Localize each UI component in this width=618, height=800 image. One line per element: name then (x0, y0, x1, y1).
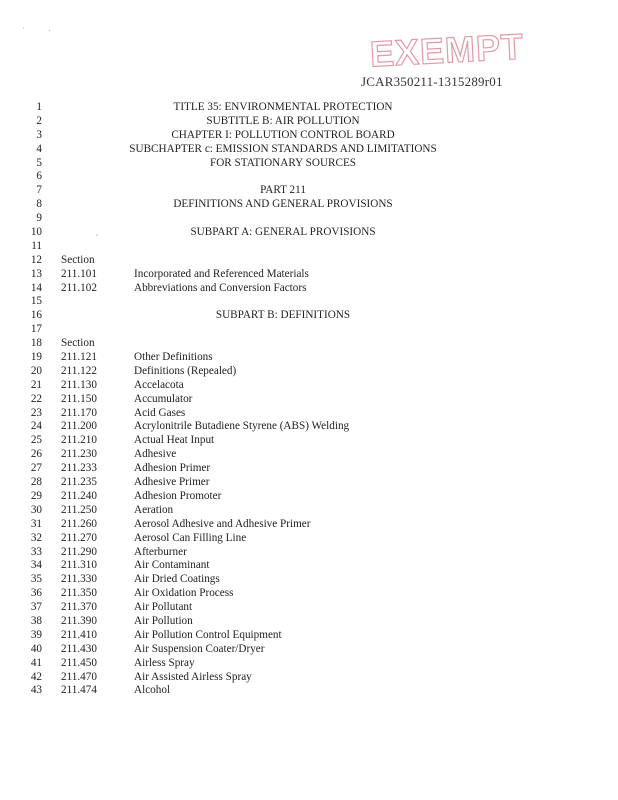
section-number: 211.410 (61, 628, 97, 641)
heading-text: FOR STATIONARY SOURCES (209, 156, 357, 169)
document-line (0, 351, 618, 365)
line-number: 6 (36, 170, 42, 183)
document-line (0, 629, 618, 643)
section-number: 211.390 (61, 614, 97, 627)
heading-text: SUBPART B: DEFINITIONS (215, 309, 351, 322)
document-line (0, 671, 618, 685)
section-title: Airless Spray (134, 656, 195, 669)
section-title: Abbreviations and Conversion Factors (134, 281, 307, 294)
document-line (0, 476, 618, 490)
document-line (0, 226, 618, 240)
section-number: 211.233 (61, 462, 97, 475)
section-number: 211.240 (61, 489, 97, 502)
section-title: Alcohol (134, 684, 171, 697)
document-line (0, 323, 618, 337)
document-line (0, 490, 618, 504)
document-line (0, 407, 618, 421)
section-title: Air Dried Coatings (134, 573, 220, 586)
heading-text: DEFINITIONS AND GENERAL PROVISIONS (173, 198, 393, 211)
section-number: Section (61, 253, 95, 266)
section-title: Acid Gases (134, 406, 186, 419)
heading-text: SUBCHAPTER c: EMISSION STANDARDS AND LIMITATIONS (129, 142, 437, 155)
document-line (0, 434, 618, 448)
line-number: 19 (30, 351, 42, 364)
section-title: Adhesive (134, 448, 177, 461)
line-number: 35 (30, 573, 42, 586)
section-title: Air Pollutant (134, 601, 193, 614)
line-number: 36 (30, 587, 42, 600)
heading-text: SUBPART A: GENERAL PROVISIONS (190, 226, 376, 239)
line-number: 10 (30, 226, 42, 239)
document-line (0, 295, 618, 309)
section-title: Adhesion Primer (134, 462, 211, 475)
document-line (0, 379, 618, 393)
line-number: 34 (30, 559, 42, 572)
section-number: Section (61, 337, 95, 350)
document-line (0, 393, 618, 407)
section-title: Incorporated and Referenced Materials (134, 267, 309, 280)
line-number: 24 (30, 420, 42, 433)
section-title: Aerosol Adhesive and Adhesive Primer (134, 517, 311, 530)
document-line (0, 462, 618, 476)
line-number: 30 (30, 503, 42, 516)
section-number: 211.270 (61, 531, 97, 544)
section-number: 211.122 (61, 364, 97, 377)
section-number: 211.260 (61, 517, 97, 530)
section-number: 211.430 (61, 642, 97, 655)
section-title: Actual Heat Input (134, 434, 215, 447)
section-number: 211.470 (61, 670, 97, 683)
line-number: 42 (30, 670, 42, 683)
section-number: 211.101 (61, 267, 97, 280)
document-line (0, 504, 618, 518)
section-number: 211.330 (61, 573, 97, 586)
section-number: 211.200 (61, 420, 97, 433)
line-number: 22 (30, 392, 42, 405)
line-number: 43 (30, 684, 42, 697)
line-number: 5 (36, 156, 42, 169)
line-number: 27 (30, 462, 42, 475)
document-line (0, 115, 618, 129)
line-number: 26 (30, 448, 42, 461)
document-line (0, 448, 618, 462)
line-number: 8 (36, 198, 42, 211)
document-line (0, 129, 618, 143)
exempt-stamp: EXEMPT (368, 25, 525, 75)
line-number: 15 (30, 295, 42, 308)
line-number: 31 (30, 517, 42, 530)
section-title: Accumulator (134, 392, 193, 405)
line-number: 40 (30, 642, 42, 655)
document-line (0, 184, 618, 198)
line-number: 25 (30, 434, 42, 447)
heading-text: TITLE 35: ENVIRONMENTAL PROTECTION (173, 101, 393, 113)
line-number: 29 (30, 489, 42, 502)
document-line (0, 198, 618, 212)
document-line (0, 546, 618, 560)
document-line (0, 254, 618, 268)
section-number: 211.121 (61, 351, 97, 364)
document-id: JCAR350211-1315289r01 (361, 74, 503, 89)
section-number: 211.370 (61, 601, 97, 614)
section-number: 211.230 (61, 448, 97, 461)
section-title: Definitions (Repealed) (134, 364, 237, 377)
document-line (0, 657, 618, 671)
section-title: Afterburner (134, 545, 187, 558)
section-number: 211.350 (61, 587, 97, 600)
line-number: 7 (36, 184, 42, 197)
section-title: Air Contaminant (134, 559, 210, 572)
document-line (0, 309, 618, 323)
section-title: Air Assisted Airless Spray (134, 670, 252, 683)
document-line (0, 684, 618, 698)
line-number: 3 (36, 128, 42, 141)
section-title: Air Pollution (134, 614, 193, 627)
document-line (0, 268, 618, 282)
document-line (0, 157, 618, 171)
line-number: 41 (30, 656, 42, 669)
document-line (0, 170, 618, 184)
section-number: 211.450 (61, 656, 97, 669)
section-title: Air Oxidation Process (134, 587, 234, 600)
section-number: 211.290 (61, 545, 97, 558)
document-line (0, 532, 618, 546)
document-line (0, 643, 618, 657)
document-line (0, 212, 618, 226)
document-line (0, 282, 618, 296)
line-number: 4 (36, 142, 42, 155)
line-number: 9 (36, 212, 42, 225)
line-number: 23 (30, 406, 42, 419)
line-number: 28 (30, 476, 42, 489)
document-line (0, 365, 618, 379)
document-line (0, 559, 618, 573)
heading-text: SUBTITLE B: AIR POLLUTION (206, 114, 360, 127)
document-line (0, 601, 618, 615)
section-title: Adhesive Primer (134, 476, 210, 489)
line-number: 14 (30, 281, 42, 294)
section-title: Aerosol Can Filling Line (134, 531, 247, 544)
heading-text: CHAPTER I: POLLUTION CONTROL BOARD (171, 128, 395, 141)
scan-specks: · . (22, 24, 51, 33)
document-line (0, 615, 618, 629)
section-number: 211.130 (61, 378, 97, 391)
section-number: 211.310 (61, 559, 97, 572)
section-number: 211.250 (61, 503, 97, 516)
line-number: 11 (31, 239, 42, 252)
line-number: 1 (36, 101, 42, 113)
line-number: 18 (30, 337, 42, 350)
section-number: 211.102 (61, 281, 97, 294)
section-title: Air Suspension Coater/Dryer (134, 642, 265, 655)
line-number: 17 (30, 323, 42, 336)
line-number: 16 (30, 309, 42, 322)
document-line (0, 101, 618, 115)
line-number: 21 (30, 378, 42, 391)
line-number: 20 (30, 364, 42, 377)
line-number: 38 (30, 614, 42, 627)
document-line (0, 337, 618, 351)
document-line (0, 573, 618, 587)
line-number: 39 (30, 628, 42, 641)
section-title: Acrylonitrile Butadiene Styrene (ABS) Welding (134, 420, 350, 433)
document-line (0, 587, 618, 601)
document-body (0, 101, 618, 698)
section-title: Accelacota (134, 378, 184, 391)
line-number: 37 (30, 601, 42, 614)
section-number: 211.210 (61, 434, 97, 447)
section-title: Other Definitions (134, 351, 213, 364)
section-title: Air Pollution Control Equipment (134, 628, 282, 641)
section-number: 211.150 (61, 392, 97, 405)
document-line (0, 420, 618, 434)
document-line (0, 518, 618, 532)
line-number: 33 (30, 545, 42, 558)
document-line (0, 240, 618, 254)
line-number: 13 (30, 267, 42, 280)
heading-text: PART 211 (260, 184, 306, 197)
section-title: Aeration (134, 503, 174, 516)
line-number: 32 (30, 531, 42, 544)
line-number: 12 (30, 253, 42, 266)
document-line (0, 143, 618, 157)
section-title: Adhesion Promoter (134, 489, 222, 502)
section-number: 211.235 (61, 476, 97, 489)
section-number: 211.170 (61, 406, 97, 419)
section-number: 211.474 (61, 684, 97, 697)
line-number: 2 (36, 114, 42, 127)
